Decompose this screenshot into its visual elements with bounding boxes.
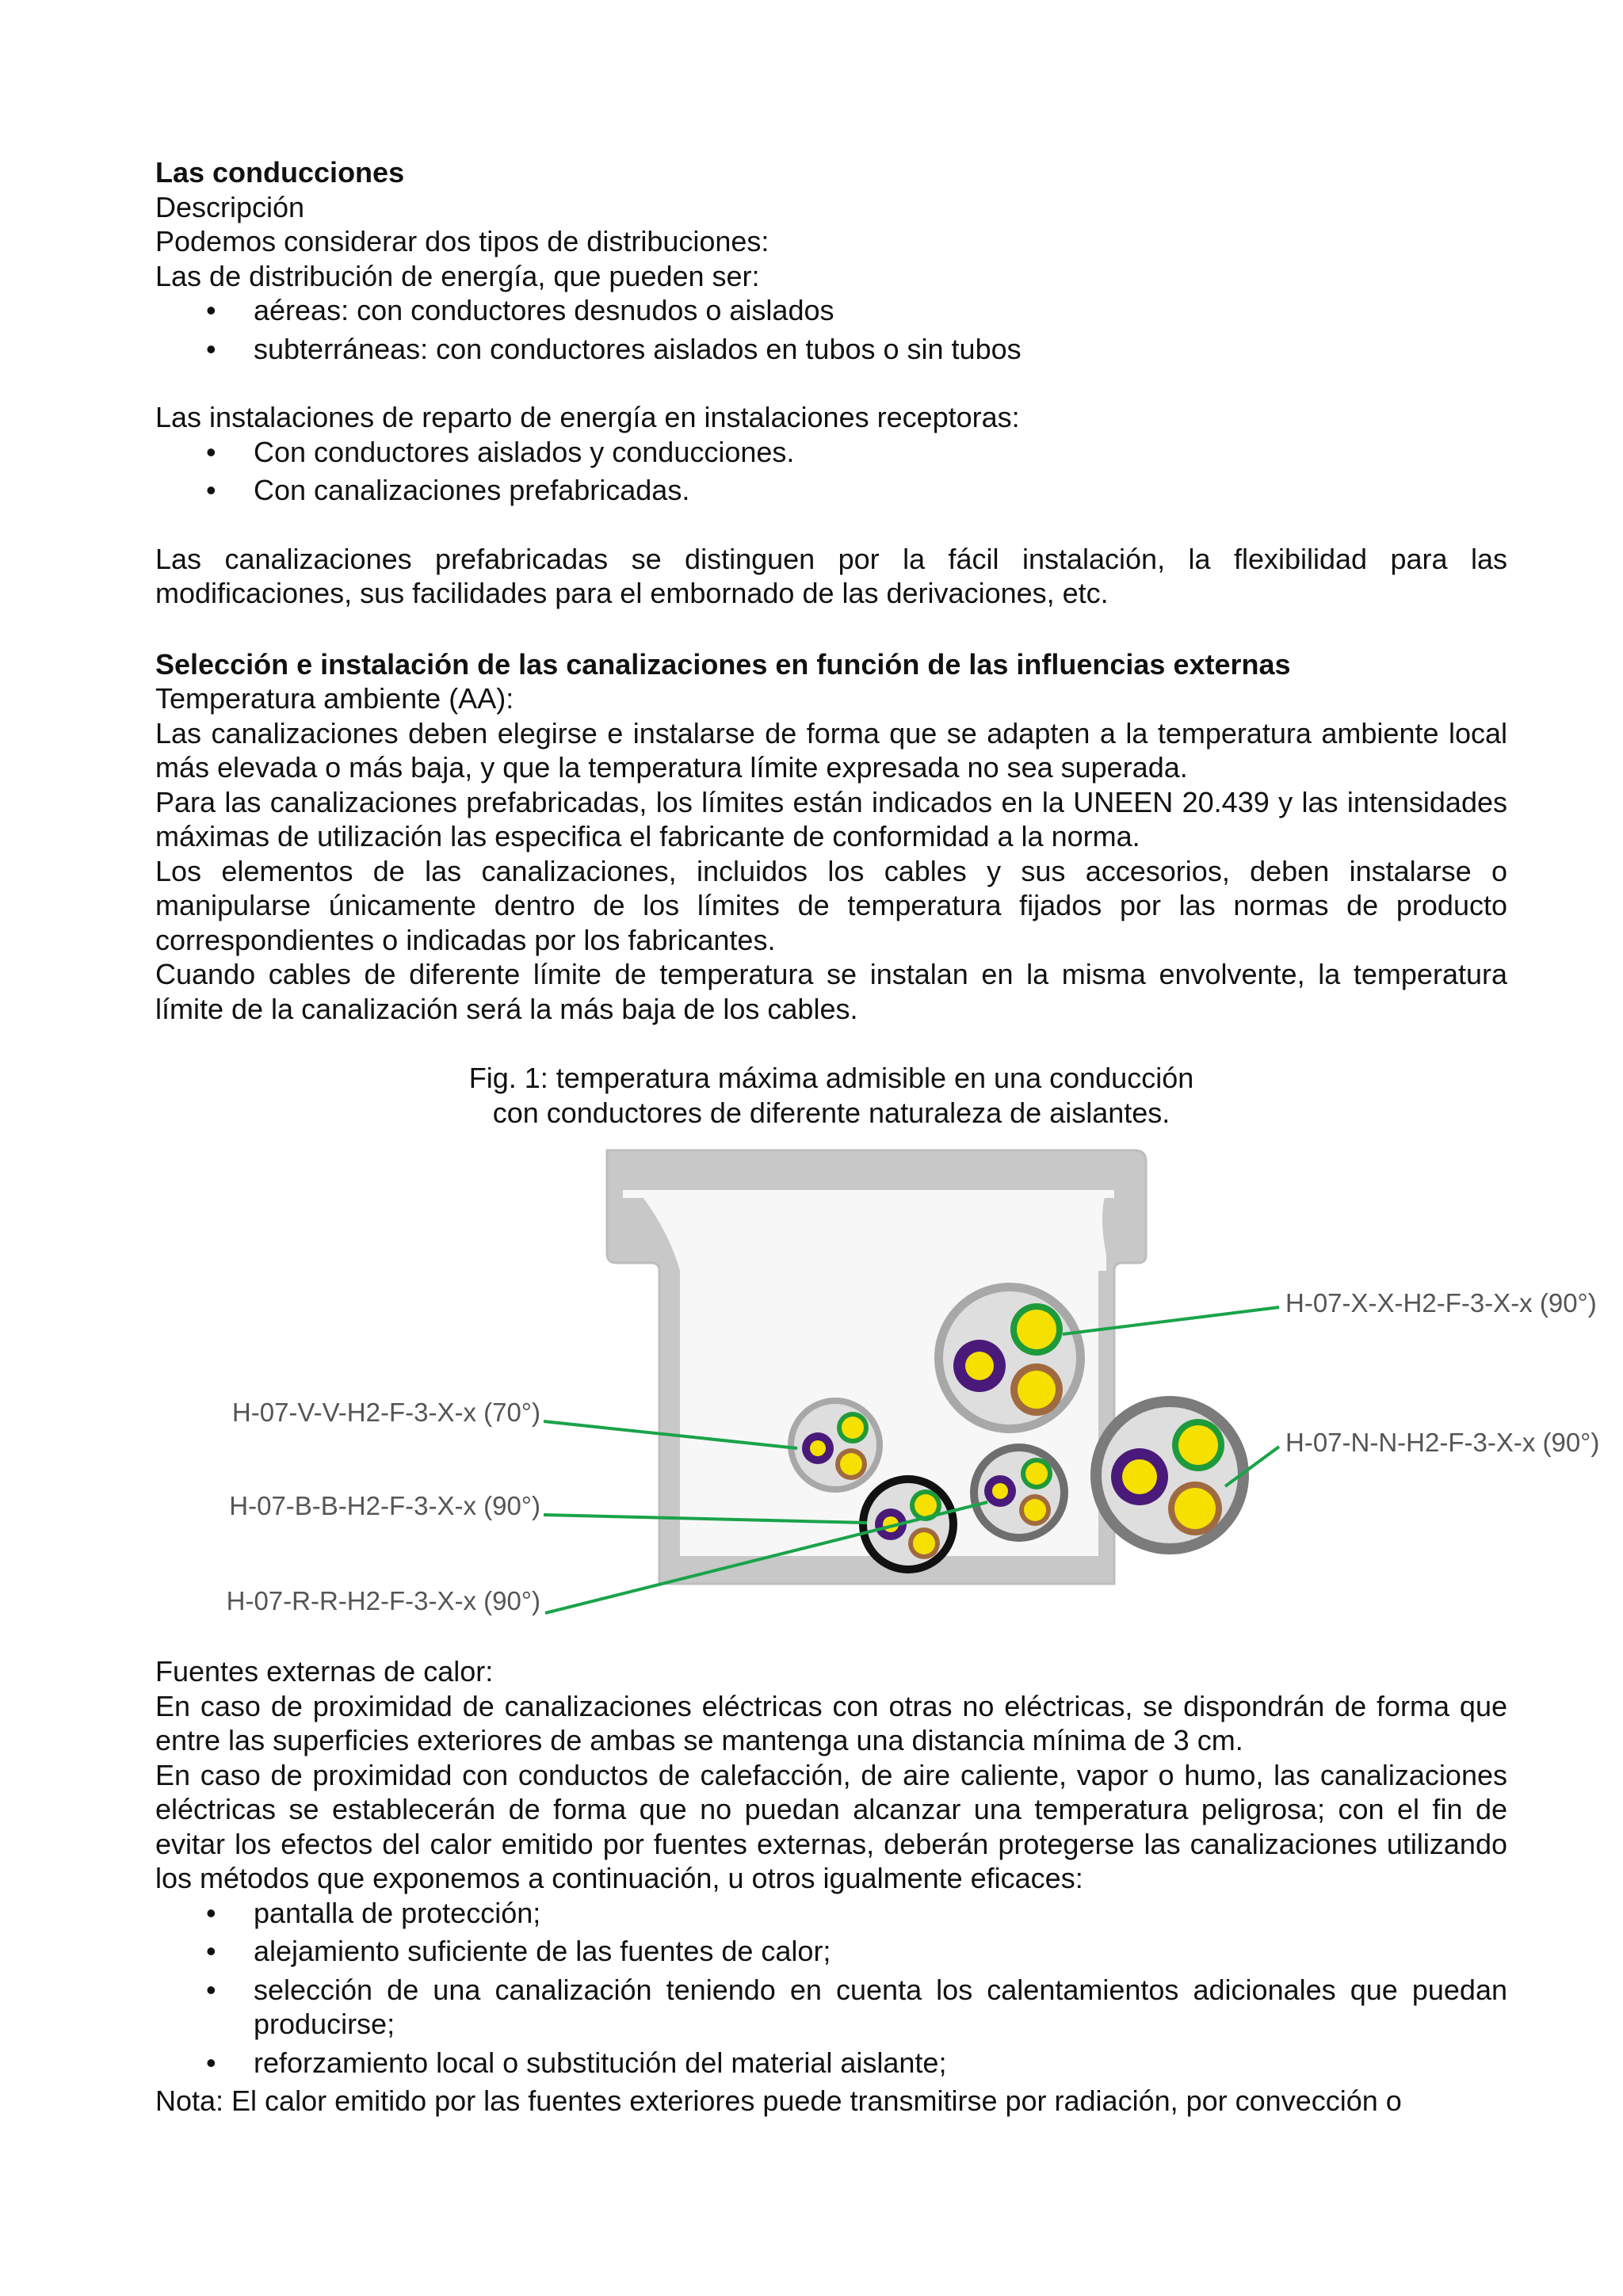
subtitle: Descripción: [155, 190, 305, 223]
heat-methods-list: [155, 1896, 1507, 2081]
figure-caption-line-1: Fig. 1: temperatura máxima admisible en una conducción: [468, 1062, 1194, 1094]
conductor: [1018, 1371, 1056, 1409]
conductor: [965, 1352, 994, 1380]
conductor: [1025, 1463, 1048, 1485]
section-heading: Selección e instalación de las canalizaciones en función de las influencias externas: [155, 647, 1291, 681]
label-rr: H-07-R-R-H2-F-3-X-x (90°): [226, 1586, 540, 1615]
conductor: [913, 1532, 935, 1554]
temperature-paragraph: Los elementos de las canalizaciones, incluidos los cables y sus accesorios, deben instalarse o manipularse únicamente dentro de los límites de temperatura fijados por las normas de producto correspondientes o indicadas por los fabricantes.: [155, 854, 1507, 956]
document-title: Las conducciones: [155, 156, 405, 189]
list-item: • aéreas: con conductores desnudos o aislados: [155, 293, 1507, 328]
list-item: • reforzamiento local o substitución del material aislante;: [155, 2046, 1507, 2081]
list-item: • alejamiento suficiente de las fuentes de calor;: [155, 1934, 1507, 1969]
cable-rr: [970, 1444, 1068, 1542]
heat-paragraph: En caso de proximidad con conductos de calefacción, de aire caliente, vapor o humo, las canalizaciones eléctricas se establecerán de forma que no puedan alcanzar una temperatura peligrosa; con el fin de evitar los efectos del calor emitido por fuentes externas, deberán protegerse las canalizaciones utilizando los métodos que exponemos a continuación, u otros igualmente eficaces:: [155, 1758, 1507, 1894]
prefab-paragraph: Las canalizaciones prefabricadas se distinguen por la fácil instalación, la flexibilidad para las modificaciones, sus facilidades para el embornado de las derivaciones, etc.: [155, 542, 1507, 609]
list-item: • Con conductores aislados y conducciones.: [155, 435, 1507, 470]
list-item: • subterráneas: con conductores aislados en tubos o sin tubos: [155, 332, 1507, 367]
figure-caption-line-2: con conductores de diferente naturaleza de aislantes.: [492, 1096, 1170, 1129]
list-item: • pantalla de protección;: [155, 1896, 1507, 1931]
receptor-list: [155, 435, 1507, 508]
distribution-list: [155, 293, 1507, 366]
note-text: Nota: El calor emitido por las fuentes exteriores puede transmitirse por radiación, por convección o: [155, 2084, 1402, 2117]
label-xx: H-07-X-X-H2-F-3-X-x (90°): [1285, 1288, 1597, 1318]
label-bb: H-07-B-B-H2-F-3-X-x (90°): [229, 1491, 540, 1520]
temperature-paragraph: Las canalizaciones deben elegirse e instalarse de forma que se adapten a la temperatura ambiente local más elevada o más baja, y que la temperatura límite expresada no sea superada.: [155, 716, 1507, 784]
conductor: [810, 1440, 826, 1456]
conductor: [1024, 1499, 1046, 1521]
receptor-label: Las instalaciones de reparto de energía en instalaciones receptoras:: [155, 401, 1020, 433]
conductor: [842, 1417, 864, 1439]
label-vv: H-07-V-V-H2-F-3-X-x (70°): [231, 1398, 540, 1427]
temperature-paragraph: Cuando cables de diferente límite de temperatura se instalan en la misma envolvente, la temperatura límite de la canalización será la más baja de los cables.: [155, 958, 1507, 1025]
heat-label: Fuentes externas de calor:: [155, 1655, 494, 1688]
conductor: [1174, 1488, 1216, 1529]
cable-bb: [859, 1475, 957, 1573]
duct-opening: [623, 1190, 1114, 1198]
conductor: [840, 1453, 862, 1475]
label-nn: H-07-N-N-H2-F-3-X-x (90°): [1285, 1428, 1600, 1457]
conductor: [1122, 1459, 1157, 1494]
list-item: • selección de una canalización teniendo en cuenta los calentamientos adicionales que puedan producirse;: [155, 1973, 1507, 2042]
intro-text: Podemos considerar dos tipos de distribuciones:: [155, 225, 769, 257]
cable-xx: [934, 1283, 1085, 1433]
temperature-label: Temperatura ambiente (AA):: [155, 682, 514, 715]
conductor: [1178, 1425, 1218, 1465]
list-item: • Con canalizaciones prefabricadas.: [155, 473, 1507, 508]
conductor: [992, 1483, 1008, 1499]
distribution-label: Las de distribución de energía, que pueden ser:: [155, 259, 760, 292]
cable-vv: [788, 1398, 883, 1493]
document-page: [155, 155, 1600, 2119]
conductor: [915, 1494, 937, 1516]
cable-nn: [1090, 1396, 1249, 1554]
conductor: [1017, 1310, 1056, 1349]
temperature-paragraph: Para las canalizaciones prefabricadas, los límites están indicados en la UNEEN 20.439 y las intensidades máximas de utilización las especifica el fabricante de conformidad a la norma.: [155, 785, 1507, 852]
cable-duct-figure: [195, 1144, 1600, 1635]
heat-paragraph: En caso de proximidad de canalizaciones eléctricas con otras no eléctricas, se dispondrán de forma que entre las superficies exteriores de ambas se mantenga una distancia mínima de 3 cm.: [155, 1689, 1507, 1756]
